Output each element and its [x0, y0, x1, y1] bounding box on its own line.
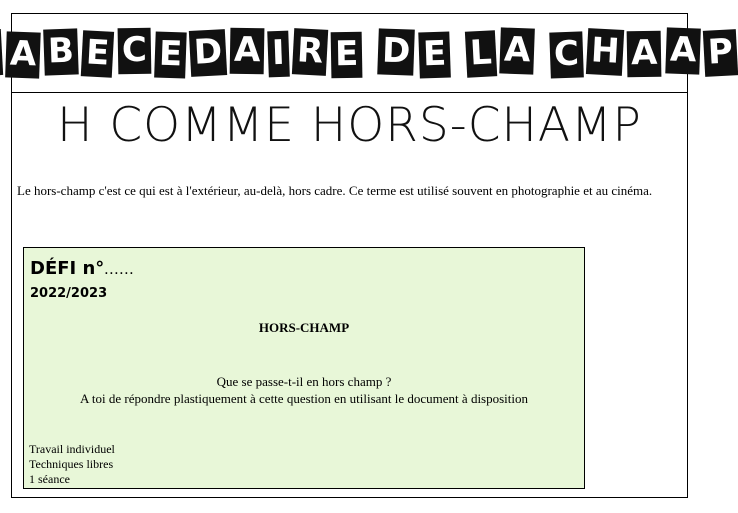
- question-line-2: A toi de répondre plastiquement à cette question en utilisant le document à disposition: [79, 391, 529, 406]
- detail-sessions: 1 séance: [29, 472, 70, 486]
- challenge-question: [24, 373, 584, 407]
- banner-letter: A: [5, 31, 41, 78]
- banner-letter: E: [331, 32, 363, 79]
- banner-letter: I: [268, 31, 290, 78]
- banner-letter: C: [549, 31, 584, 78]
- banner-title: [0, 30, 737, 76]
- banner-letter: E: [81, 30, 115, 78]
- defi-label: [30, 258, 134, 279]
- challenge-box: [23, 247, 585, 489]
- question-line-1: Que se passe-t-il en hors champ ?: [216, 374, 392, 389]
- banner-letter: [0, 29, 3, 77]
- banner-letter: A: [665, 27, 701, 74]
- defi-dots: ......: [104, 261, 135, 278]
- document-frame: [9, 13, 734, 498]
- banner-space: [454, 30, 462, 76]
- banner-letter: E: [154, 31, 187, 78]
- banner-letter: D: [378, 28, 416, 75]
- banner-letter: D: [189, 29, 228, 77]
- banner: [9, 14, 734, 93]
- page-heading: H COMME HORS-CHAMP: [57, 98, 642, 153]
- challenge-title: HORS-CHAMP: [258, 320, 350, 335]
- banner-letter: L: [465, 30, 497, 77]
- banner-letter: H: [586, 28, 625, 76]
- banner-letter: A: [627, 31, 662, 78]
- defi-text: DÉFI n°: [30, 258, 105, 279]
- challenge-details: [29, 442, 115, 487]
- banner-letter: P: [703, 29, 738, 77]
- banner-letter: A: [230, 28, 265, 75]
- banner-letter: A: [499, 27, 535, 74]
- banner-space: [366, 30, 374, 76]
- banner-letter: B: [44, 28, 80, 75]
- banner-space: [538, 30, 546, 76]
- intro-paragraph: Le hors-champ c'est ce qui est à l'extérieur, au-delà, hors cadre. Ce terme est utilisé souvent en photographie et au cinéma.: [17, 183, 653, 198]
- detail-techniques: Techniques libres: [29, 457, 114, 471]
- banner-letter: C: [117, 28, 151, 75]
- banner-letter: R: [292, 28, 329, 76]
- banner-letter: E: [418, 31, 451, 78]
- school-year: 2022/2023: [30, 286, 108, 301]
- detail-work-mode: Travail individuel: [29, 442, 115, 456]
